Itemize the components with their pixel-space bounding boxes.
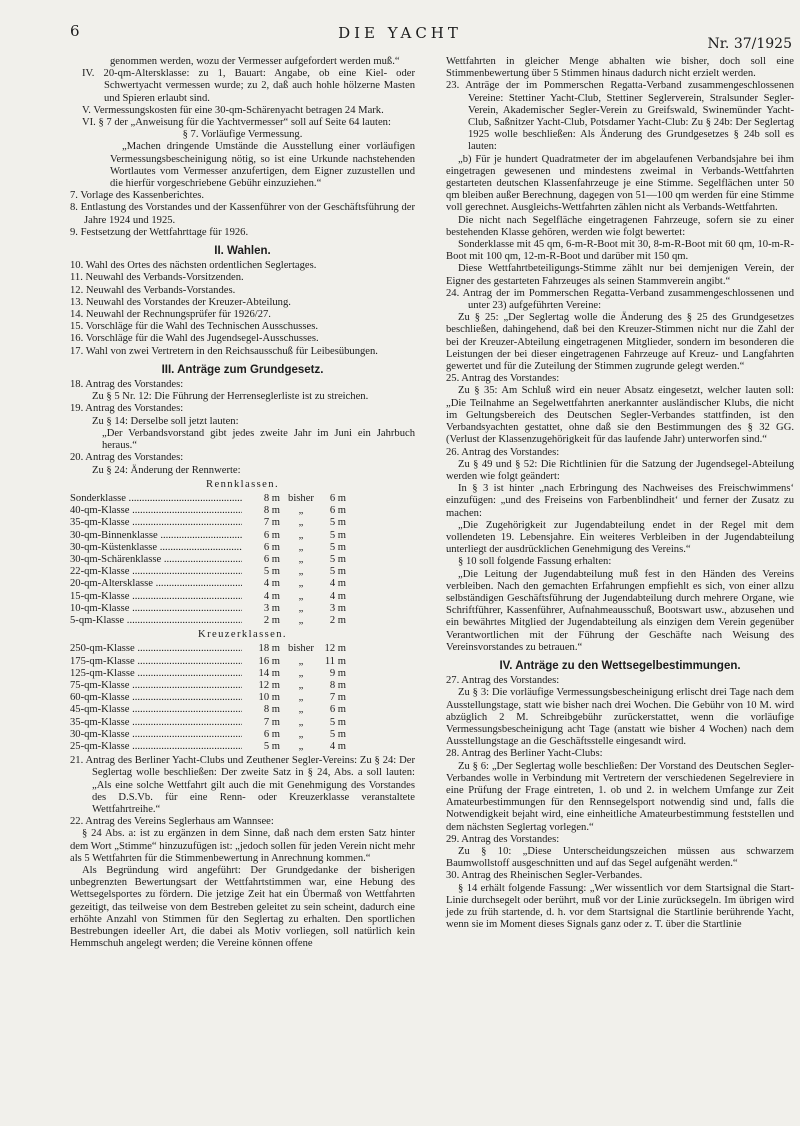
new-value: 4 m: [263, 578, 280, 590]
paragraph: Zu § 14: Derselbe soll jetzt lauten:: [92, 415, 239, 427]
section-heading: II. Wahlen.: [214, 245, 271, 258]
new-value: 7 m: [263, 716, 280, 728]
paragraph: „Die Leitung der Jugendabteilung muß fest in den Händen des Vereins verbleiben. Nach den gemachten Erfahrungen empfiehlt es sich, von einer allzu selbständigen Geschäftsführung der Jugendabteilung durch mehrere Organe, wie Schriftführer, Kassenführer, Aufnahmeausschuß, Bootswart usw., abzusehen und ein bewährtes Mitglied der Jugendabteilung als einzigen dem Verein gegenüber Verantwortlichen mit der Führung der Geschäfte nach Weisung des Vereinsvorstandes zu betrauen.“: [446, 568, 794, 653]
ditto-mark: „: [298, 740, 304, 752]
class-name: 30-qm-Schärenklasse .....: [70, 554, 242, 566]
class-name: 45-qm-Klasse .....: [70, 704, 242, 716]
table-row: [70, 517, 415, 529]
class-name: 5-qm-Klasse .....: [70, 615, 242, 627]
new-value: 5 m: [263, 740, 280, 752]
list-item: 15. Vorschläge für die Wahl des Technischen Ausschusses.: [70, 321, 319, 333]
section-heading: III. Anträge zum Grundgesetz.: [161, 363, 324, 376]
new-value: 6 m: [263, 728, 280, 740]
list-item: 9. Festsetzung der Wettfahrttage für 1926.: [70, 226, 249, 238]
paragraph: „Der Verbandsvorstand gibt jedes zweite Jahr im Juni ein Jahrbuch heraus.“: [102, 427, 415, 452]
paragraph: Sonderklasse mit 45 qm, 6-m-R-Boot mit 30, 8-m-R-Boot mit 60 qm, 10-m-R-Boot mit 100 qm, 12-m-R-Boot und darüber mit 150 qm.: [446, 239, 794, 263]
new-value: 6 m: [263, 541, 280, 553]
paragraph: Diese Wettfahrtbeteiligungs-Stimme zählt nur bei demjenigen Verein, der Eigner des gestarteten Fahrzeuges als seinen Stammverein angibt.“: [446, 263, 794, 287]
motion-heading: 20. Antrag des Vorstandes:: [70, 452, 184, 464]
list-item: 12. Neuwahl des Verbands-Vorstandes.: [70, 284, 236, 296]
paragraph: Zu § 10: „Diese Unterscheidungszeichen müssen aus schwarzem Baumwollstoff ausgeschnitten und auf das Segel aufgenäht werden.“: [446, 846, 794, 870]
new-value: 3 m: [263, 602, 280, 614]
ditto-mark: „: [298, 517, 304, 529]
new-value: 10 m: [258, 692, 280, 704]
paragraph: „Die Zugehörigkeit zur Jugendabteilung endet in der Regel mit dem vollendeten 19. Lebensjahre. Ein weiteres Verbleiben in der Jugendabteilung unterliegt der ausdrücklichen Genehmigung des Vereins.“: [446, 519, 794, 556]
section-heading: IV. Anträge zu den Wettsegelbestimmungen.: [499, 659, 741, 672]
class-name: 250-qm-Klasse .....: [70, 643, 242, 655]
old-value: 5 m: [329, 728, 346, 740]
table-row: [70, 578, 415, 590]
ditto-mark: „: [298, 505, 304, 517]
table-row: [70, 729, 415, 741]
paragraph: Zu § 6: „Der Seglertag wolle beschließen: Der Vorstand des Deutschen Segler-Verbandes wolle in Verbindung mit Vertretern der verschiedenen Segelreviere in eine Prüfung der Frage eintreten, 1. ob und 2. in welchem Umfange zur Zeit Amateurbestimmungen für den Rennsegelsport notwendig sind und, falls die Notwendigkeit bejaht wird, eine einheitliche Amateurbestimmung feststellen und dem nächsten Seglertag vorlegen.“: [446, 760, 794, 833]
list-item: 11. Neuwahl des Verbands-Vorsitzenden.: [70, 272, 244, 284]
new-value: 5 m: [263, 566, 280, 578]
old-value: 5 m: [329, 553, 346, 565]
class-name: 125-qm-Klasse .....: [70, 668, 242, 680]
list-item: VI. § 7 der „Anweisung für die Yachtvermesser“ soll auf Seite 64 lauten:: [82, 117, 391, 129]
table-row: [70, 505, 415, 517]
motion-heading: 22. Antrag des Vereins Seglerhaus am Wannsee:: [70, 816, 274, 828]
ditto-mark: „: [298, 602, 304, 614]
class-name: 25-qm-Klasse .....: [70, 741, 242, 753]
table-row: [70, 668, 415, 680]
motion-heading: 26. Antrag des Vorstandes:: [446, 446, 560, 458]
old-value: 12 m: [324, 643, 346, 655]
bisher-label: bisher: [288, 492, 314, 504]
table-row: [70, 656, 415, 668]
new-value: 2 m: [263, 614, 280, 626]
old-value: 4 m: [329, 590, 346, 602]
paragraph: Zu § 35: Am Schluß wird ein neuer Absatz eingesetzt, welcher lauten soll: „Die Teilnahme an Segelwettfahrten anerkannter ausländischer Klubs, die nicht im Geltungsbereich des Deutschen Segler-Verbandes stattfinden, ist den Verbandsyachten gestattet, ohne daß sie den Bestimmungen des § 32 GG. (Verlust der Klassenzugehörigkeit für das laufende Jahr) unterworfen sind.“: [446, 385, 794, 446]
class-name: 10-qm-Klasse .....: [70, 603, 242, 615]
new-value: 18 m: [258, 643, 280, 655]
new-value: 6 m: [263, 553, 280, 565]
table-row: [70, 741, 415, 753]
paragraph: Die nicht nach Segelfläche eingetragenen Fahrzeuge, sofern sie zu einer bestehenden Klasse gehören, werden wie folgt bewertet:: [446, 214, 794, 238]
list-item: 8. Entlastung des Vorstandes und der Kassenführer von der Geschäftsführung der Jahre 1924 und 1925.: [70, 202, 415, 226]
class-name: Sonderklasse .....: [70, 493, 242, 505]
class-name: 75-qm-Klasse .....: [70, 680, 242, 692]
class-name: 30-qm-Klasse .....: [70, 729, 242, 741]
ditto-mark: „: [298, 614, 304, 626]
class-name: 30-qm-Binnenklasse .....: [70, 530, 242, 542]
motion-heading: 24. Antrag der im Pommerschen Regatta-Verband zusammengeschlossenen und unter 23) aufgeführten Vereine:: [446, 287, 794, 312]
paragraph: § 14 erhält folgende Fassung: „Wer wissentlich vor dem Startsignal die Start-Linie durchsegelt oder berührt, muß vor der Linie zurücksegeln. Im übrigen wird jede zu früh startende, d. h. vor dem Startsignal die Startlinie berührende Yacht, wenn sie im Moment dieses Signals ganz oder z. T. über die Startlinie: [446, 882, 794, 931]
ditto-mark: „: [298, 679, 304, 691]
paragraph: Zu § 25: „Der Seglertag wolle die Änderung des § 25 des Grundgesetzes beschließen, dahingehend, daß bei den Kreuzer-Stimmen nicht nur die Zahl der bei der Kreuzer-Abteilung eingetragenen Mitglieder, sondern im besonderen die Leistungen der bei dieser eingetragenen Fahrzeuge auf Kreuz- und Langfahrten gewertet und für die Zuteilung der Stimmen zugrunde gelegt werden.“: [446, 312, 794, 373]
motion-paragraph: 23. Anträge der im Pommerschen Regatta-Verband zusammengeschlossenen Vereine: Stettiner Yacht-Club, Stettiner Seglerverein, Stralsunder Segler-Verein, Akademischer Segler-Verein zu Greifswald, Swinemünder Yacht-Club, Saßnitzer Yacht-Club, Potsdamer Yacht-Club: Zu § 24b: Der Seglertag 1925 wolle beschließen: Als Änderung des Grundgesetzes § 24b soll es lauten:: [446, 80, 794, 153]
table-row: [70, 566, 415, 578]
old-value: 6 m: [329, 704, 346, 716]
old-value: 11 m: [324, 655, 346, 667]
table-row: [70, 692, 415, 704]
table-row: [70, 603, 415, 615]
continued-text: genommen werden, wozu der Vermesser aufgefordert werden muß.“: [110, 56, 400, 67]
ditto-mark: „: [298, 704, 304, 716]
table-row: [70, 493, 415, 505]
new-value: 8 m: [263, 704, 280, 716]
old-value: 8 m: [329, 679, 346, 691]
paragraph: „b) Für je hundert Quadratmeter der im abgelaufenen Verbandsjahre bei ihm eingetragen gewesenen und mindestens zweimal in Verbands-Wettfahrten gestarteten deutschen Klassenfahrzeuge je eine Stimme. Segelflächen unter 50 qm bleiben außer Berechnung, dagegen von 51—100 qm werden für eine Stimme voll gerechnet. Ausgleichs-Wettfahrten zählen nicht als Verbands-Wettfahrten.: [446, 153, 794, 214]
old-value: 2 m: [329, 614, 346, 626]
list-item: 14. Neuwahl der Rechnungsprüfer für 1926/27.: [70, 309, 271, 321]
new-value: 8 m: [263, 492, 280, 504]
old-value: 5 m: [329, 566, 346, 578]
table-row: [70, 554, 415, 566]
old-value: 5 m: [329, 529, 346, 541]
paragraph: „Machen dringende Umstände die Ausstellung einer vorläufigen Vermessungsbescheinigung nötig, so ist eine Urkunde nachstehenden Wortlautes vom Vermesser anzufertigen, dem Eigner zuzustellen und die hierfür vorgeschriebene Gebühr einzuziehen.“: [110, 141, 415, 190]
paragraph: In § 3 ist hinter „nach Erbringung des Nachweises des Freischwimmens‘ einzufügen: „und des Freiseins von Farbenblindheit‘ und ferner der Zusatz zu machen:: [446, 483, 794, 519]
ditto-mark: „: [298, 590, 304, 602]
issue-number: Nr. 37/1925: [707, 36, 792, 52]
old-value: 7 m: [329, 692, 346, 704]
class-name: 22-qm-Klasse .....: [70, 566, 242, 578]
class-name: 35-qm-Klasse .....: [70, 717, 242, 729]
class-name: 60-qm-Klasse .....: [70, 692, 242, 704]
new-value: 7 m: [263, 517, 280, 529]
list-item: 10. Wahl des Ortes des nächsten ordentlichen Seglertages.: [70, 260, 317, 272]
ditto-mark: „: [298, 655, 304, 667]
new-value: 14 m: [258, 667, 280, 679]
kreuzerklassen-table: [70, 643, 415, 753]
table-title-rennklassen: Rennklassen.: [206, 478, 279, 490]
list-item: V. Vermessungskosten für eine 30-qm-Schärenyacht betragen 24 Mark.: [82, 104, 384, 116]
paragraph: Zu § 49 und § 52: Die Richtlinien für die Satzung der Jugendsegel-Abteilung werden wie folgt geändert:: [446, 458, 794, 482]
class-name: 40-qm-Klasse .....: [70, 505, 242, 517]
motion-heading: 25. Antrag des Vorstandes:: [446, 373, 560, 385]
table-row: [70, 680, 415, 692]
new-value: 4 m: [263, 590, 280, 602]
right-column: [446, 56, 794, 931]
motion-heading: 18. Antrag des Vorstandes:: [70, 379, 184, 391]
table-row: [70, 717, 415, 729]
new-value: 12 m: [258, 679, 280, 691]
motion-heading: 29. Antrag des Vorstandes:: [446, 833, 560, 845]
ditto-mark: „: [298, 541, 304, 553]
class-name: 20-qm-Altersklasse .....: [70, 578, 242, 590]
list-item: 7. Vorlage des Kassenberichtes.: [70, 190, 205, 202]
paragraph: Zu § 5 Nr. 12: Die Führung der Herrenseglerliste ist zu streichen.: [92, 391, 369, 403]
motion-paragraph: 21. Antrag des Berliner Yacht-Clubs und Zeuthener Segler-Vereins: Zu § 24: Der Seglertag wolle beschließen: Der zweite Satz in § 24, Abs. a soll lauten: „Als eine solche Wettfahrt gilt auch die mit Genehmigung des Vorstandes des D.S.Vb. für eine Renn- oder Kreuzerklasse veranstaltete Wettfahrtreihe.“: [70, 755, 415, 815]
list-item: 13. Neuwahl des Vorstandes der Kreuzer-Abteilung.: [70, 296, 291, 308]
old-value: 5 m: [329, 716, 346, 728]
ditto-mark: „: [298, 566, 304, 578]
class-name: 175-qm-Klasse .....: [70, 656, 242, 668]
table-row: [70, 542, 415, 554]
page-number: 6: [70, 22, 80, 40]
left-column: [70, 56, 415, 950]
old-value: 4 m: [329, 740, 346, 752]
ditto-mark: „: [298, 728, 304, 740]
motion-heading: 28. Antrag des Berliner Yacht-Clubs:: [446, 748, 603, 760]
old-value: 5 m: [329, 541, 346, 553]
old-value: 5 m: [329, 517, 346, 529]
old-value: 4 m: [329, 578, 346, 590]
section-heading-small: § 7. Vorläufige Vermessung.: [182, 129, 303, 141]
motion-heading: 19. Antrag des Vorstandes:: [70, 403, 184, 415]
old-value: 3 m: [329, 602, 346, 614]
class-name: 35-qm-Klasse .....: [70, 517, 242, 529]
ditto-mark: „: [298, 716, 304, 728]
table-row: [70, 615, 415, 627]
continued-text: Wettfahrten in gleicher Menge abhalten wie bisher, doch soll eine Stimmenbewertung über 5 Stimmen hinaus dadurch nicht erzielt werden.: [446, 56, 794, 80]
motion-heading: 30. Antrag des Rheinischen Segler-Verbandes.: [446, 870, 643, 882]
list-item: IV. 20-qm-Altersklasse: zu 1, Bauart: Angabe, ob eine Kiel- oder Schwertyacht vermessen wurde; zu 2, daß auch hohle hölzerne Masten und Spieren erlaubt sind.: [82, 68, 415, 104]
new-value: 8 m: [263, 505, 280, 517]
rennklassen-table: [70, 493, 415, 627]
bisher-label: bisher: [288, 643, 314, 655]
table-title-kreuzerklassen: Kreuzerklassen.: [198, 629, 287, 641]
paragraph: Zu § 24: Änderung der Rennwerte:: [92, 464, 241, 476]
ditto-mark: „: [298, 692, 304, 704]
table-row: [70, 530, 415, 542]
ditto-mark: „: [298, 578, 304, 590]
table-row: [70, 704, 415, 716]
ditto-mark: „: [298, 667, 304, 679]
old-value: 6 m: [329, 492, 346, 504]
class-name: 15-qm-Klasse .....: [70, 591, 242, 603]
ditto-mark: „: [298, 529, 304, 541]
class-name: 30-qm-Küstenklasse .....: [70, 542, 242, 554]
paragraph: Als Begründung wird angeführt: Der Grundgedanke der bisherigen unbegrenzten Bewertungsart der Wettfahrtstimmen war, eine Hebung des Wettsegelsportes zu fördern. Die jetzige Zeit hat ein Übermaß von Wettfahrten gezeitigt, das teilweise von dem Bestreben geleitet zu sein scheint, dadurch eine erhöhte Anzahl von Stimmen für den Seglertag zu erhalten. Den sportlichen Bestrebungen ideeller Art, die dabei als Motiv vorliegen, soll natürlich kein Hemmschuh angelegt werden; die Vereine können offene: [70, 865, 415, 950]
old-value: 6 m: [329, 505, 346, 517]
new-value: 6 m: [263, 529, 280, 541]
new-value: 16 m: [258, 655, 280, 667]
table-row: [70, 643, 415, 655]
list-item: 17. Wahl von zwei Vertretern in den Reichsausschuß für Leibesübungen.: [70, 345, 378, 357]
motion-heading: 27. Antrag des Vorstandes:: [446, 675, 560, 687]
table-row: [70, 591, 415, 603]
list-item: 16. Vorschläge für die Wahl des Jugendsegel-Ausschusses.: [70, 333, 319, 345]
paragraph: Zu § 3: Die vorläufige Vermessungsbescheinigung erlischt drei Tage nach dem Ausstellungstage, statt wie bisher nach drei Wochen. Die Gebühr von 10 M. wird abzüglich 2 M. Schreibgebühr zurückerstattet, wenn die vorläufige Vermessungsbescheinigung acht Tage (anstatt wie bisher 4 Wochen) nach dem Ausstellungstage an die Geschäftsstelle eingesandt wird.: [446, 687, 794, 748]
ditto-mark: „: [298, 553, 304, 565]
journal-title: DIE YACHT: [338, 24, 462, 42]
paragraph: § 24 Abs. a: ist zu ergänzen in dem Sinne, daß nach dem ersten Satz hinter dem Wort „Stimme“ hinzuzufügen ist: „jedoch sollen für jeden Verein nicht mehr als 5 Wettfahrten für die Stimmenbewertung in Anrechnung kommen.“: [70, 828, 416, 864]
old-value: 9 m: [329, 667, 346, 679]
paragraph: § 10 soll folgende Fassung erhalten:: [458, 556, 612, 568]
